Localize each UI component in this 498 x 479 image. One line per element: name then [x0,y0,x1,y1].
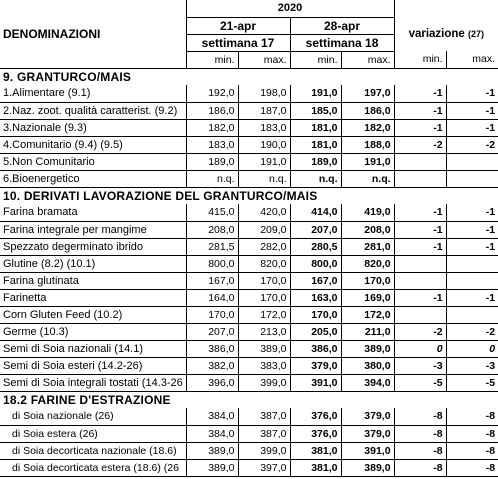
table-row [0,408,498,425]
w1-min-cell: 189,0 [186,153,238,170]
var-min-cell: -1 [394,102,446,119]
row-name: Corn Gluten Feed (10.2) [0,306,186,323]
table-row [0,255,498,272]
w1-min-cell: 183,0 [186,136,238,153]
year-header: 2020 [186,0,394,17]
w2-min-cell: 386,0 [290,340,341,357]
w2-min-cell: 381,0 [290,459,341,476]
var-max-cell [446,306,498,323]
var-max-cell: -1 [446,119,498,136]
w2-min-cell: 185,0 [290,102,341,119]
w1-min-cell: 182,0 [186,119,238,136]
table-row [0,204,498,221]
table-row [0,272,498,289]
w2-min-cell: n.q. [290,170,341,187]
table-row [0,153,498,170]
w2-max-cell: 820,0 [341,255,394,272]
w2-max-cell: 182,0 [341,119,394,136]
table-row [0,119,498,136]
w1-max-cell: 198,0 [238,85,290,102]
w2-min-cell: 800,0 [290,255,341,272]
var-max-cell [446,170,498,187]
row-name: Farina integrale per mangime [0,221,186,238]
var-min-cell [394,272,446,289]
w2-max-cell: n.q. [341,170,394,187]
var-max-cell: 0 [446,340,498,357]
w1-max-cell: 170,0 [238,272,290,289]
w1-min-cell: 382,0 [186,357,238,374]
var-max-cell: -1 [446,238,498,255]
var-max-cell: -1 [446,85,498,102]
w1-min-cell: 192,0 [186,85,238,102]
header-corner [0,0,186,17]
w2-max-cell: 380,0 [341,357,394,374]
section-title-row [0,391,498,408]
w1-min-cell: 384,0 [186,425,238,442]
w1-min-cell: 396,0 [186,374,238,391]
min-header: min. [290,51,341,68]
var-min-cell: -5 [394,374,446,391]
min-header: min. [394,51,446,68]
row-name: 6.Bioenergetico [0,170,186,187]
w2-min-cell: 189,0 [290,153,341,170]
w2-max-cell: 188,0 [341,136,394,153]
w1-min-cell: 800,0 [186,255,238,272]
var-min-cell: 0 [394,340,446,357]
w1-max-cell: 387,0 [238,408,290,425]
w1-max-cell: 213,0 [238,323,290,340]
table-row [0,85,498,102]
row-name: di Soia nazionale (26) [0,408,186,425]
table-row [0,238,498,255]
section-title-row [0,187,498,204]
week1-date: 21-apr [186,17,290,34]
table-body [0,68,498,476]
row-name: Germe (10.3) [0,323,186,340]
w1-max-cell: n.q. [238,170,290,187]
table-row [0,221,498,238]
section-title: 9. GRANTURCO/MAIS [0,68,498,85]
table-row [0,459,498,476]
var-max-cell [446,272,498,289]
w1-max-cell: 209,0 [238,221,290,238]
var-min-cell [394,153,446,170]
w2-min-cell: 191,0 [290,85,341,102]
w2-min-cell: 414,0 [290,204,341,221]
table-row [0,442,498,459]
var-max-cell: -8 [446,459,498,476]
row-name: Glutine (8.2) (10.1) [0,255,186,272]
var-min-cell: -1 [394,85,446,102]
row-name: 3.Nazionale (9.3) [0,119,186,136]
row-name: 4.Comunitario (9.4) (9.5) [0,136,186,153]
w1-min-cell: 170,0 [186,306,238,323]
section-title-row [0,68,498,85]
w2-max-cell: 170,0 [341,272,394,289]
row-name: Spezzato degerminato ibrido [0,238,186,255]
w1-max-cell: 420,0 [238,204,290,221]
w2-min-cell: 379,0 [290,357,341,374]
var-min-cell: -2 [394,323,446,340]
variazione-note: (27) [468,29,485,39]
table-row [0,102,498,119]
var-max-cell [446,255,498,272]
var-min-cell: -3 [394,357,446,374]
w2-max-cell: 197,0 [341,85,394,102]
max-header: max. [238,51,290,68]
denominazioni-header: DENOMINAZIONI [0,17,186,51]
var-max-cell: -3 [446,357,498,374]
w2-max-cell: 379,0 [341,425,394,442]
w1-max-cell: 183,0 [238,119,290,136]
w2-min-cell: 381,0 [290,442,341,459]
row-name: di Soia decorticata estera (18.6) (26 [0,459,186,476]
var-min-cell: -8 [394,425,446,442]
w2-max-cell: 419,0 [341,204,394,221]
var-max-cell: -1 [446,289,498,306]
w2-min-cell: 181,0 [290,119,341,136]
w1-min-cell: 186,0 [186,102,238,119]
var-max-cell [446,153,498,170]
header-right-blank [394,0,498,17]
w2-min-cell: 205,0 [290,323,341,340]
var-min-cell: -1 [394,221,446,238]
w2-max-cell: 191,0 [341,153,394,170]
w1-min-cell: 164,0 [186,289,238,306]
w1-max-cell: 383,0 [238,357,290,374]
table-row [0,357,498,374]
w2-min-cell: 280,5 [290,238,341,255]
row-name: Semi di Soia esteri (14.2-26) [0,357,186,374]
row-name: Semi di Soia integrali tostati (14.3-26 [0,374,186,391]
var-min-cell [394,306,446,323]
row-name: Farina glutinata [0,272,186,289]
w1-min-cell: 389,0 [186,442,238,459]
w1-max-cell: 387,0 [238,425,290,442]
w1-min-cell: 207,0 [186,323,238,340]
w2-max-cell: 379,0 [341,408,394,425]
row-name: di Soia estera (26) [0,425,186,442]
var-min-cell: -1 [394,238,446,255]
w1-min-cell: n.q. [186,170,238,187]
w2-min-cell: 376,0 [290,408,341,425]
week1-label: settimana 17 [186,34,290,51]
w1-min-cell: 208,0 [186,221,238,238]
w2-min-cell: 170,0 [290,306,341,323]
table-row [0,323,498,340]
var-max-cell: -1 [446,204,498,221]
row-name: 5.Non Comunitario [0,153,186,170]
w2-max-cell: 281,0 [341,238,394,255]
row-name: Farinetta [0,289,186,306]
w1-min-cell: 167,0 [186,272,238,289]
w1-max-cell: 191,0 [238,153,290,170]
w2-min-cell: 391,0 [290,374,341,391]
w1-max-cell: 170,0 [238,289,290,306]
w1-max-cell: 282,0 [238,238,290,255]
var-max-cell: -2 [446,136,498,153]
week2-label: settimana 18 [290,34,394,51]
table-row [0,374,498,391]
var-min-cell: -8 [394,408,446,425]
var-min-cell: -8 [394,442,446,459]
minmax-corner [0,51,186,68]
w1-max-cell: 187,0 [238,102,290,119]
w2-min-cell: 181,0 [290,136,341,153]
var-max-cell: -8 [446,408,498,425]
w2-min-cell: 207,0 [290,221,341,238]
w2-max-cell: 389,0 [341,459,394,476]
variazione-header [394,17,498,51]
row-name: Semi di Soia nazionali (14.1) [0,340,186,357]
min-header: min. [186,51,238,68]
var-max-cell: -1 [446,221,498,238]
variazione-label: variazione [408,28,465,40]
var-max-cell: -5 [446,374,498,391]
week2-date: 28-apr [290,17,394,34]
w2-max-cell: 208,0 [341,221,394,238]
w1-min-cell: 281,5 [186,238,238,255]
w2-max-cell: 394,0 [341,374,394,391]
table-row [0,170,498,187]
w2-max-cell: 389,0 [341,340,394,357]
w1-max-cell: 399,0 [238,374,290,391]
w1-max-cell: 190,0 [238,136,290,153]
w2-max-cell: 186,0 [341,102,394,119]
var-min-cell: -1 [394,204,446,221]
table-row [0,306,498,323]
var-max-cell: -8 [446,425,498,442]
w2-min-cell: 163,0 [290,289,341,306]
var-min-cell [394,255,446,272]
max-header: max. [341,51,394,68]
table-row [0,136,498,153]
table-row [0,340,498,357]
var-max-cell: -1 [446,102,498,119]
w2-min-cell: 376,0 [290,425,341,442]
w2-max-cell: 211,0 [341,323,394,340]
table-row [0,425,498,442]
var-min-cell [394,170,446,187]
w1-max-cell: 820,0 [238,255,290,272]
table-row [0,289,498,306]
var-max-cell: -8 [446,442,498,459]
var-min-cell: -1 [394,119,446,136]
row-name: Farina bramata [0,204,186,221]
w1-max-cell: 399,0 [238,442,290,459]
w1-min-cell: 389,0 [186,459,238,476]
w1-min-cell: 386,0 [186,340,238,357]
w1-max-cell: 389,0 [238,340,290,357]
max-header: max. [472,53,496,66]
var-min-cell: -8 [394,459,446,476]
w1-max-cell: 397,0 [238,459,290,476]
section-title: 10. DERIVATI LAVORAZIONE DEL GRANTURCO/MAIS [0,187,498,204]
var-max-cell: -2 [446,323,498,340]
var-min-cell: -2 [394,136,446,153]
w2-max-cell: 391,0 [341,442,394,459]
row-name: 2.Naz. zoot. qualità caratterist. (9.2) [0,102,186,119]
w2-min-cell: 167,0 [290,272,341,289]
w1-min-cell: 415,0 [186,204,238,221]
w2-max-cell: 172,0 [341,306,394,323]
var-min-cell: -1 [394,289,446,306]
row-name: 1.Alimentare (9.1) [0,85,186,102]
w1-max-cell: 172,0 [238,306,290,323]
w2-max-cell: 169,0 [341,289,394,306]
row-name: di Soia decorticata nazionale (18.6) [0,442,186,459]
w1-min-cell: 384,0 [186,408,238,425]
section-title: 18.2 FARINE D'ESTRAZIONE [0,391,498,408]
